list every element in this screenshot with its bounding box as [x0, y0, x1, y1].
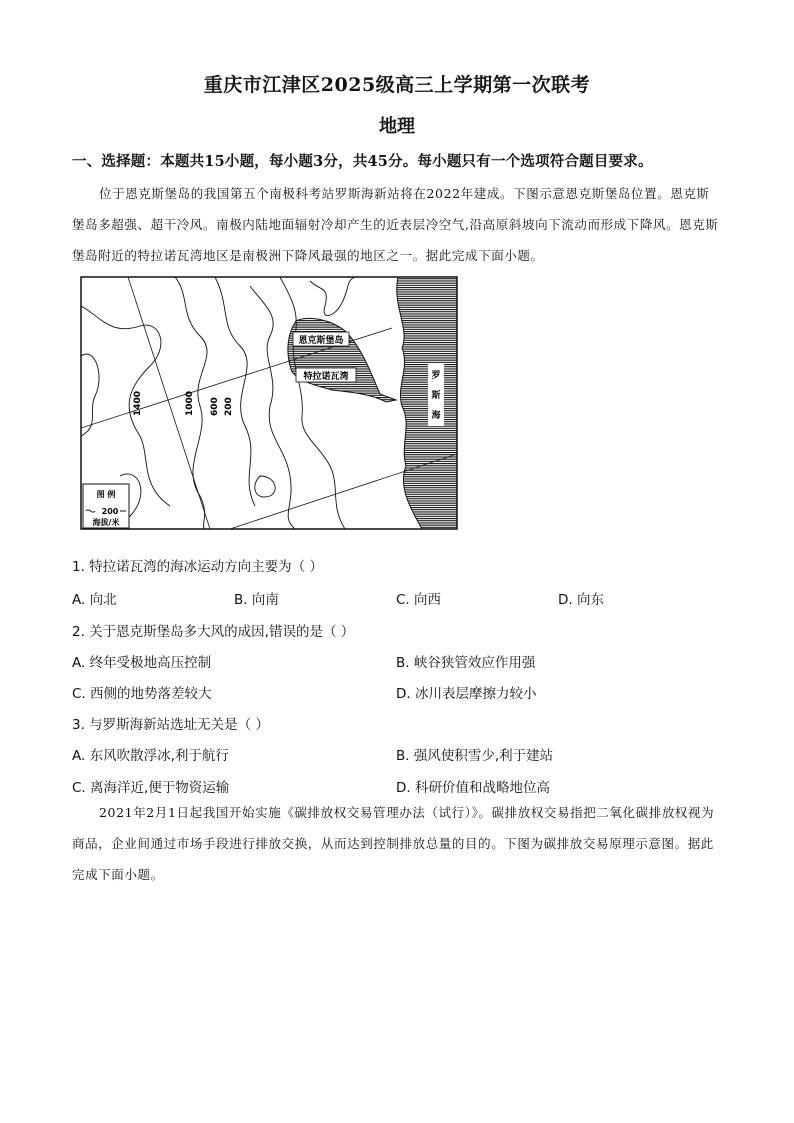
q2-option-a[interactable]: A. 终年受极地高压控制: [72, 655, 212, 671]
contour-1000: 1000: [185, 390, 195, 416]
section-heading: 一、选择题：本题共15小题，每小题3分，共45分。每小题只有一个选项符合题目要求。: [72, 153, 653, 170]
label-sea-2: 斯: [431, 391, 441, 401]
q1-option-a[interactable]: A. 向北: [72, 592, 117, 608]
label-bay: 特拉诺瓦湾: [303, 372, 349, 382]
q2-option-d[interactable]: D. 冰川表层摩擦力较小: [396, 686, 537, 702]
legend-unit: 海拔/米: [92, 518, 120, 527]
legend-value: 200: [101, 507, 119, 516]
label-sea-3: 海: [431, 411, 441, 421]
passage-2: 2021年2月1日起我国开始实施《碳排放权交易管理办法（试行）》。碳排放权交易指把二氧化碳排放权视为商品，企业间通过市场手段进行排放交换，从而达到控制排放总量的目的。下图为碳排放交易原理示意图。据此完成下面小题。: [72, 805, 715, 882]
q3-option-d[interactable]: D. 科研价值和战略地位高: [396, 780, 550, 796]
contour-200: 200: [224, 397, 234, 416]
q3-option-a[interactable]: A. 东风吹散浮冰,利于航行: [72, 748, 229, 764]
q1-option-b[interactable]: B. 向南: [234, 592, 279, 608]
question-1: 1. 特拉诺瓦湾的海冰运动方向主要为（ ）: [72, 559, 323, 575]
q1-option-c[interactable]: C. 向西: [396, 592, 442, 608]
antarctica-map: [80, 276, 458, 530]
question-3: 3. 与罗斯海新站选址无关是（ ）: [72, 717, 269, 733]
subject-title: 地理: [379, 116, 415, 137]
q3-option-c[interactable]: C. 离海洋近,便于物资运输: [72, 780, 230, 796]
contour-1400: 1400: [133, 390, 143, 416]
label-sea-1: 罗: [431, 371, 441, 381]
q1-option-d[interactable]: D. 向东: [558, 592, 604, 608]
passage-1: 位于恩克斯堡岛的我国第五个南极科考站罗斯海新站将在2022年建成。下图示意恩克斯堡岛位置。恩克斯堡岛多超强、超干冷风。南极内陆地面辐射冷却产生的近表层冷空气,沿高原斜坡向下流动而形成下降风。恩克斯堡岛附近的特拉诺瓦湾地区是南极洲下降风最强的地区之一。据此完成下面小题。: [72, 186, 719, 263]
question-2: 2. 关于恩克斯堡岛多大风的成因,错误的是（ ）: [72, 624, 355, 640]
q3-option-b[interactable]: B. 强风使积雪少,利于建站: [396, 748, 554, 764]
label-island: 恩克斯堡岛: [298, 336, 344, 346]
q2-option-b[interactable]: B. 峡谷狭管效应作用强: [396, 655, 536, 671]
page-title: 重庆市江津区2025级高三上学期第一次联考: [203, 74, 591, 96]
q2-option-c[interactable]: C. 西侧的地势落差较大: [72, 686, 212, 702]
contour-600: 600: [210, 397, 220, 416]
ross-sea: [397, 277, 457, 529]
legend-title: 图 例: [96, 490, 116, 499]
